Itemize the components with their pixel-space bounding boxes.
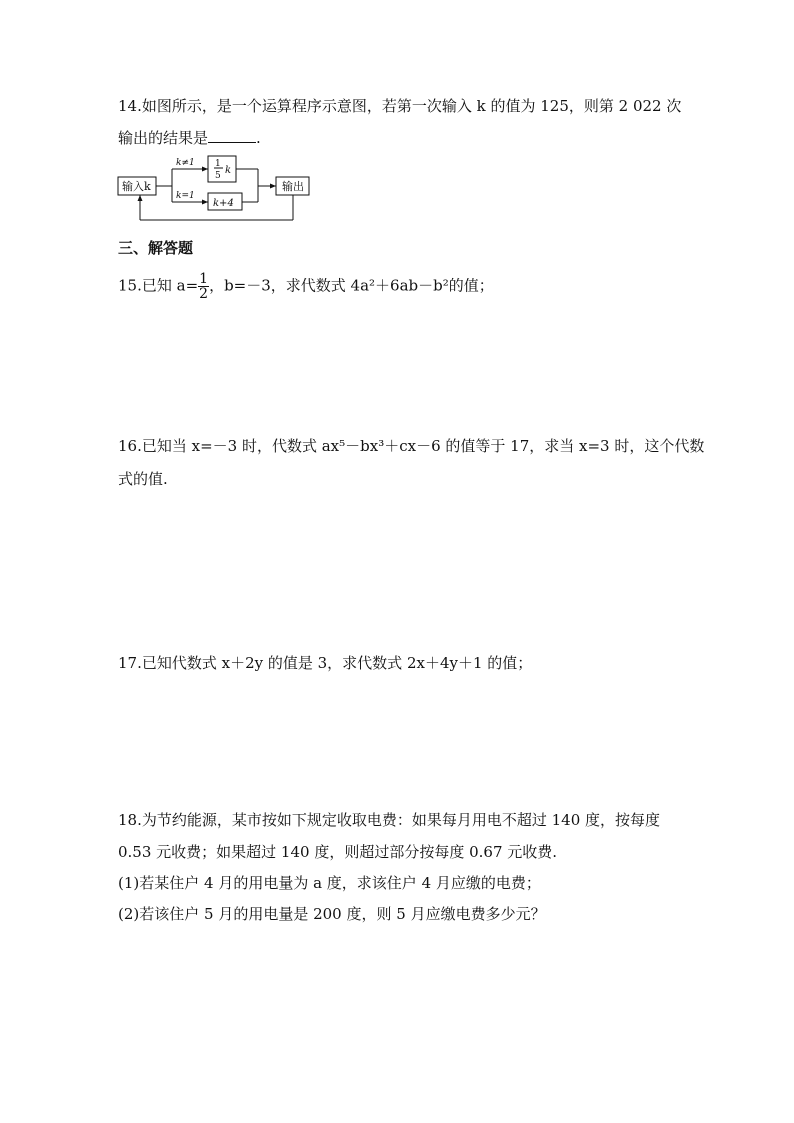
q17-line1: 17.已知代数式 x＋2y 的值是 3，求代数式 2x＋4y＋1 的值； — [118, 654, 533, 672]
flowchart-cond-bottom: k=1 — [176, 191, 195, 201]
flowchart-op-bottom: k+4 — [213, 198, 234, 209]
q15-prefix: 15.已知 a= — [118, 276, 199, 295]
q14-line2 — [118, 128, 261, 148]
flowchart-op-top-den: 5 — [215, 171, 221, 181]
flowchart-input-label: 输入k — [122, 180, 151, 193]
q14-line2-suffix: . — [256, 129, 261, 147]
q18-part2: (2)若该住户 5 月的用电量是 200 度，则 5 月应缴电费多少元？ — [118, 905, 546, 923]
q15-frac-num: 1 — [199, 271, 209, 287]
q15-fraction — [198, 272, 209, 301]
q15-frac-den: 2 — [199, 286, 209, 302]
q14-line1: 14.如图所示，是一个运算程序示意图，若第一次输入 k 的值为 125，则第 2 022 次 — [118, 97, 682, 115]
q16-line1: 16.已知当 x=－3 时，代数式 ax⁵－bx³＋cx－6 的值等于 17，求当 x=3 时，这个代数 — [118, 437, 705, 455]
q15-suffix: ，b=－3，求代数式 4a²＋6ab－b²的值； — [209, 276, 494, 295]
flowchart-op-top-var: k — [225, 165, 232, 176]
q18-line1: 18.为节约能源，某市按如下规定收取电费：如果每月用电不超过 140 度，按每度 — [118, 811, 661, 829]
q18-line2: 0.53 元收费；如果超过 140 度，则超过部分按每度 0.67 元收费. — [118, 843, 558, 861]
flowchart — [110, 150, 330, 230]
q16-line2: 式的值. — [118, 470, 168, 488]
q14-line2-prefix: 输出的结果是 — [118, 129, 209, 147]
answer-blank — [208, 128, 256, 143]
flowchart-output-label: 输出 — [282, 180, 304, 193]
q18-part1: (1)若某住户 4 月的用电量为 a 度，求该住户 4 月应缴的电费； — [118, 874, 541, 892]
section-title: 三、解答题 — [118, 239, 194, 257]
flowchart-op-top-num: 1 — [215, 159, 221, 169]
q15-line — [118, 272, 494, 301]
flowchart-op-top-box — [208, 156, 236, 182]
flowchart-cond-top: k≠1 — [176, 158, 195, 168]
